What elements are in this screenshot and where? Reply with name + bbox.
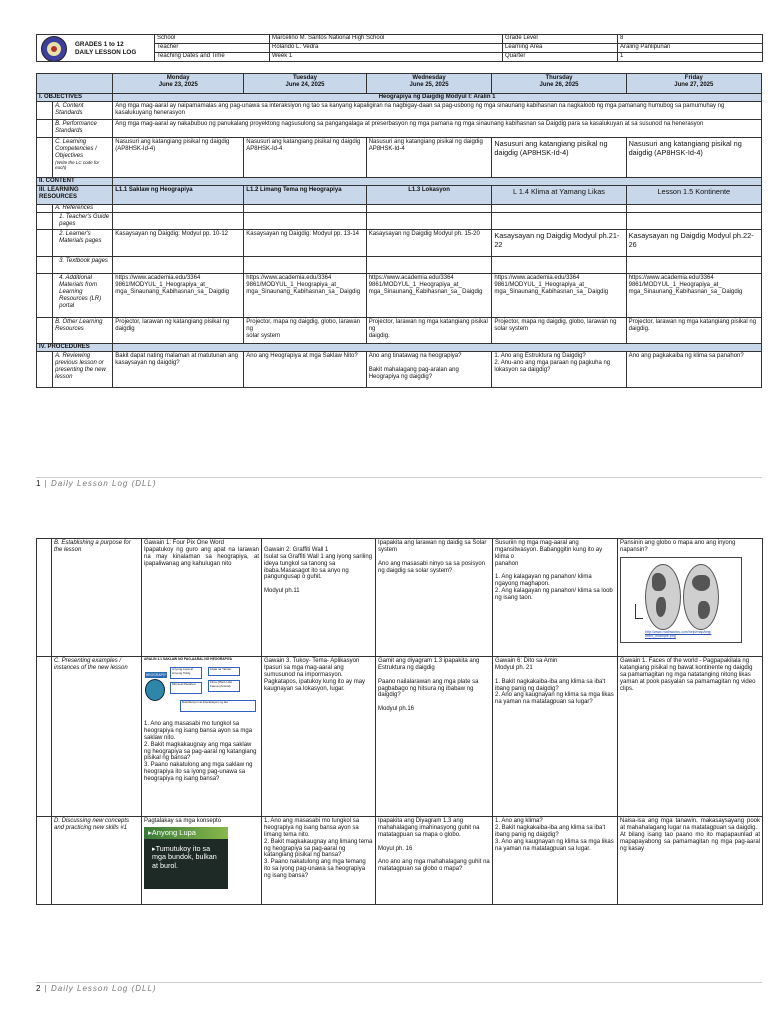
header-label: School	[155, 35, 270, 44]
slide-title: ▸Anyong Lupa	[148, 827, 196, 837]
day-header: Monday June 23, 2025	[113, 74, 244, 94]
review-cell: Ano ang Heograpiya at mga Saklaw Nito?	[244, 352, 366, 388]
review-cell: Bakit dapat nating malaman at matutunan ang kasaysayan ng daigdig?	[113, 352, 244, 388]
performance-standards-text: Ang mga mag-aaral ay nakabubuo ng panukalang proyektong nagsusulong sa pangangalaga at preserbasyon ng mga pamana ng mga sinaunang kabihasnan sa Daigdig para sa kasalukuyan at sa susunod na henerasyon	[113, 120, 762, 138]
anyong-lupa-slide	[144, 827, 228, 889]
competency-cell: Nasusuri ang katangiang pisikal ng daigdig (AP8HSK-Id-4)	[626, 138, 761, 178]
header-title	[75, 41, 136, 57]
lr-portal-link[interactable]: https://www.academia.edu/3364 9861/MODYUL_1_Heograpiya_at_ mga_Sinaunang_Kabihasnan_sa_ Daigdig	[366, 274, 492, 318]
learners-materials-cell: Kasaysayan ng Daigdig Modyul ph. 15-20	[366, 230, 492, 257]
deped-seal-icon	[41, 36, 67, 62]
header-value: Rolando L. Vedra	[270, 44, 503, 53]
globe-icon	[645, 564, 681, 630]
slide-item: Anyong Lupa at Anyong Tubig	[170, 667, 202, 679]
lesson-table-page2	[36, 538, 763, 905]
topic-cell: Lesson 1.5 Kontinente	[626, 186, 761, 205]
objectives-label: I. OBJECTIVES	[37, 94, 113, 102]
competency-cell: Nasusuri ang katangiang pisikal ng daigdig (AP8HSK-Id-4)	[113, 138, 244, 178]
purpose-cell: Susuriin ng mga mag-aaral ang mgansitwasyon. Babanggitin kung ito ay klima o panahon 1. Ang kalagayan ng panahon/ klima ngayong maghapon. 2. Ang kalagayan ng panahon/ klima sa loob ng isang taon.	[493, 539, 618, 657]
other-resources-label: B. Other Learning Resources	[53, 318, 113, 344]
day-header: Friday June 27, 2025	[626, 74, 761, 94]
header-label: Quarter	[503, 53, 618, 62]
competencies-note: (Write the LC code for each)	[55, 159, 100, 170]
presenting-cell: Gawain 6: Dito sa Amin Modyul ph. 21 1. Bakit nagkakaiba-iba ang klima sa iba't ibang panig ng daigdig? 2. Ano ang kaugnayan ng klima sa mga likas na yaman na matatagpuan sa lugar?	[493, 657, 618, 817]
globe-image	[620, 557, 742, 643]
lr-portal-link[interactable]: https://www.academia.edu/3364 9861/MODYUL_1_Heograpiya_at_ mga_Sinaunang_Kabihasnan_sa_ Daigdig	[244, 274, 366, 318]
discussing-cell	[142, 817, 262, 905]
discussing-cell: Naisa-isa ang mga tanawin, makasaysayang pook at mahahalagang lugar na matatagpuan sa daigdig. At bilang isang tao paano mo ito mapapaunlad at mapapayabong sa pamamagitan ng mga pag-aaral ng kasay	[618, 817, 763, 905]
discussing-cell: Ipapakita ang Diyagram 1.3 ang mahahalagang imahinasyong guhit na matatagpuan sa mapa o globo. Moyul ph. 16 Ano ano ang mga mahahalagang guhit na matatagpuan sa globo o mapa?	[376, 817, 493, 905]
competencies-label: C. Learning Competencies / Objectives (Write the LC code for each)	[53, 138, 113, 178]
learners-materials-cell: Kasaysayan ng Daigdig: Modyul pp. 10-12	[113, 230, 244, 257]
lr-portal-link[interactable]: https://www.academia.edu/3364 9861/MODYUL_1_Heograpiya_at_ mga_Sinaunang_Kabihasnan_sa_ Daigdig	[113, 274, 244, 318]
other-resources-cell: Projector, larawan ng mga katangiang pisikal ng daigdig.	[626, 318, 761, 344]
globe-icon	[683, 564, 719, 630]
purpose-label: B. Establishing a purpose for the lesson	[52, 539, 142, 657]
purpose-cell: Pansinin ang globo o mapa ano ang inyong napansin? http://www.mathworks.com/help/map/img/ ortho_example.png	[618, 539, 763, 657]
discussing-cell: 1. Ano ang masasabi mo tungkol sa heograpiya ng isang bansa ayon sa limang tema nito. 2. Bakit magkakaugnay ang limang tema ng heograpiya sa pag-aaral ng katangiang pisikal ng bansa? 3. Paano nakatulong ang mga temang ito sa iyong pag-unawa sa heograpiya ng isang bansa?	[262, 817, 376, 905]
slide-item: Klima at Panahon	[170, 682, 202, 694]
module-title: Heograpiya ng Daigdig Modyul I: Aralin 1	[113, 94, 762, 102]
header-value: 8	[618, 35, 763, 44]
header-label: Learning Area	[503, 44, 618, 53]
competency-cell: Nasusuri ang katangiang pisikal ng daigdig AP8HSK-Id-4	[366, 138, 492, 178]
footer-text: Daily Lesson Log (DLL)	[50, 479, 157, 488]
review-cell: Ano ang pagkakaiba ng klima sa panahon?	[626, 352, 761, 388]
header-label: Teacher	[155, 44, 270, 53]
header-label: Teaching Dates and Time	[155, 53, 270, 62]
presenting-cell: ARALIN 1.1 SAKLAW NG PAG-AARAL NG HEOGRAPIYA HEOGRAPIY Anyong Lupa at Anyong Tubig Likas na Yaman Klima at Panahon Flora (Plant Life) Fauna (Animal) Distribusyon at Interaksiyon ng tao 1. Ano ang masasabi mo tungkol sa heograpiya ng isang bansa ayon sa mga saklaw nito. 2. Bakit magkakaugnay ang mga saklaw ng heograpiya sa pag-aaral ng katangiang pisikal ng bansa? 3. Paano nakatulong ang mga saklaw ng heograpiya ito sa iyong pag-unawa sa heograpiya ng isang bansa?	[142, 657, 262, 817]
discussing-label: D. Discussing new concepts and practicing new skills #1	[52, 817, 142, 905]
additional-materials-label: 4. Additional Materials from Learning Resources (LR) portal	[53, 274, 113, 318]
presenting-cell: Gamit ang diyagram 1.3 ipapakita ang Estruktura ng daigdig Paano nailalarawan ang mga plate sa pagbabago ng hitsura ng ibabaw ng daigdig? Modyul ph.16	[376, 657, 493, 817]
presenting-cell: Gawain 3. Tukoy- Tema- Aplikasyon Ipasuri sa mga mag-aaral ang sumusunod na impormasyon. Pagkatapos, ipatukoy kung ito ay may kaugnayan sa lokasyon, lugar.	[262, 657, 376, 817]
discussing-cell: 1. Ano ang klima? 2. Bakit nagkakaiba-iba ang klima sa iba't ibang panig ng daigdig? 3. Ano ang kaugnayan ng klima sa mga likas na yaman na matatagpuan sa lugar.	[493, 817, 618, 905]
competency-cell: Nasusuri ang katangiang pisikal ng daigdig (AP8HSK-Id-4)	[492, 138, 626, 178]
header-value: Week 1	[270, 53, 503, 62]
day-header: Wednesday June 25, 2025	[366, 74, 492, 94]
presenting-cell: Gawain 1. Faces of the world - Pagpapakilala ng katangiang pisikal ng bawat kontinente ng daigdig sa pamamagitan ng mga natatanging nitong likas yaman at pook pasyalan sa pamamagitan ng video clips.	[618, 657, 763, 817]
review-cell: Ano ang tinatawag na heograpiya? Bakit mahalagang pag-aralan ang Heograpiya ng daigdig?	[366, 352, 492, 388]
content-label: II. CONTENT	[37, 178, 113, 186]
competency-cell: Nasusuri ang katangiang pisikal ng daigdig AP8HSK-Id-4	[244, 138, 366, 178]
textbook-label: 3. Textbook pages	[53, 257, 113, 274]
topic-cell: L1.1 Saklaw ng Heograpiya	[113, 186, 244, 205]
learners-materials-cell: Kasaysayan ng Daigdig: Modyul pp. 13-14	[244, 230, 366, 257]
day-header: Thursday June 26, 2025	[492, 74, 626, 94]
header-value: Marcelino M. Santos National High School	[270, 35, 503, 44]
header-value: Araling Panlipunan	[618, 44, 763, 53]
purpose-cell: Ipapakita ang larawan ng daidig sa Solar system Ano ang masasabi ninyo sa sa posisyon ng daigdig sa solar system?	[376, 539, 493, 657]
image-source-link[interactable]: http://www.mathworks.com/help/map/img/ ortho_example.png	[645, 629, 712, 638]
footer-text: Daily Lesson Log (DLL)	[50, 984, 157, 993]
topic-cell: L1.2 Limang Tema ng Heograpiya	[244, 186, 366, 205]
earth-icon	[145, 679, 165, 701]
page-footer: 1 | Daily Lesson Log (DLL)	[36, 479, 157, 488]
learners-materials-cell: Kasaysayan ng Daigdig Modyul ph.21-22	[492, 230, 626, 257]
learners-materials-cell: Kasaysayan ng Daigdig Modyul ph.22-26	[626, 230, 761, 257]
teachers-guide-label: 1. Teacher's Guide pages	[53, 213, 113, 230]
discussing-intro: Pagtalakay sa mga konsepto	[144, 818, 222, 824]
content-standards-label: A. Content Standards	[53, 102, 113, 120]
purpose-cell: Gawain 1: Four Pix One Word Ipapatukoy ng guro ang apat na larawan na may kinalaman sa heograpiya, at ipapaliwanag ang kahulugan nito	[142, 539, 262, 657]
performance-standards-label: B. Performance Standards	[53, 120, 113, 138]
procedures-label: IV. PROCEDURES	[37, 344, 113, 352]
review-cell: 1. Ano ang Estruktura ng Daigdig? 2. Anu-ano ang mga paraan ng pagkuha ng lokasyon sa daigdig?	[492, 352, 626, 388]
slide-item: Flora (Plant Life) Fauna (Animal)	[208, 680, 240, 692]
slide-center-box: HEOGRAPIY	[145, 673, 167, 677]
header-title-line2: DAILY LESSON LOG	[75, 49, 137, 56]
slide-item: Likas na Yaman	[208, 667, 240, 676]
learning-resources-label: III. LEARNING RESOURCES	[37, 186, 113, 205]
other-resources-cell: Projector, mapa ng daigdig, globo, larawan ng solar system	[492, 318, 626, 344]
lr-portal-link[interactable]: https://www.academia.edu/3364 9861/MODYUL_1_Heograpiya_at_ mga_Sinaunang_Kabihasnan_sa_ Daigdig	[492, 274, 626, 318]
page-number: 2	[36, 984, 42, 993]
header-label: Grade Level	[503, 35, 618, 44]
other-resources-cell: Projector, larawan ng katangiang pisikal ng daigdig	[113, 318, 244, 344]
topic-cell: L 1.4 Klima at Yamang Likas	[492, 186, 626, 205]
learners-materials-label: 2. Learner's Materials pages	[53, 230, 113, 257]
header-title-line1: GRADES 1 to 12	[75, 41, 124, 48]
references-label: A. References	[53, 205, 113, 213]
slide-item: Distribusyon at Interaksiyon ng tao	[180, 700, 256, 712]
other-resources-cell: Projector, larawan ng mga katangiang pisikal ng daigdig.	[366, 318, 492, 344]
slide-title: ARALIN 1.1 SAKLAW NG PAG-AARAL NG HEOGRAPIYA	[144, 657, 233, 661]
slide-body: ▸Tumutukoy ito sa mga bundok, bulkan at burol.	[152, 843, 217, 870]
purpose-cell: Gawain 2: Graffiti Wall 1 Isulat sa Graffiti Wall 1 ang iyong sariling ideya tungkol sa tanong sa ibaba.Masasagot ito sa anyo ng pangungusap o guhit. Modyul ph.11	[262, 539, 376, 657]
reviewing-label: A. Reviewing previous lesson or presenting the new lesson	[53, 352, 113, 388]
other-resources-cell: Projector, mapa ng daigdig, globo, larawan ng solar system	[244, 318, 366, 344]
concept-map-slide	[144, 658, 256, 718]
day-header: Tuesday June 24, 2025	[244, 74, 366, 94]
header-value: 1	[618, 53, 763, 62]
lesson-table-page1	[36, 73, 762, 388]
page-number: 1	[36, 479, 42, 488]
presenting-label: C. Presenting examples / instances of the new lesson	[52, 657, 142, 817]
content-standards-text: Ang mga mag-aaral ay naipamamalas ang pag-unawa sa interaksiyon ng tao sa kanyang kapaligiran na nagbigay-daan sa pag-usbong ng mga sinaunang kabihasnan na nagkaloob ng mga pamanang humubog sa pamumuhay ng kasalukuyang henerasyon	[113, 102, 762, 120]
day-header-empty	[37, 74, 113, 94]
header-table	[36, 34, 763, 62]
page-footer: 2 | Daily Lesson Log (DLL)	[36, 984, 157, 993]
lr-portal-link[interactable]: https://www.academia.edu/3364 9861/MODYUL_1_Heograpiya_at_ mga_Sinaunang_Kabihasnan_sa_ Daigdig	[626, 274, 761, 318]
header-logo-cell	[37, 35, 155, 62]
topic-cell: L1.3 Lokasyon	[366, 186, 492, 205]
